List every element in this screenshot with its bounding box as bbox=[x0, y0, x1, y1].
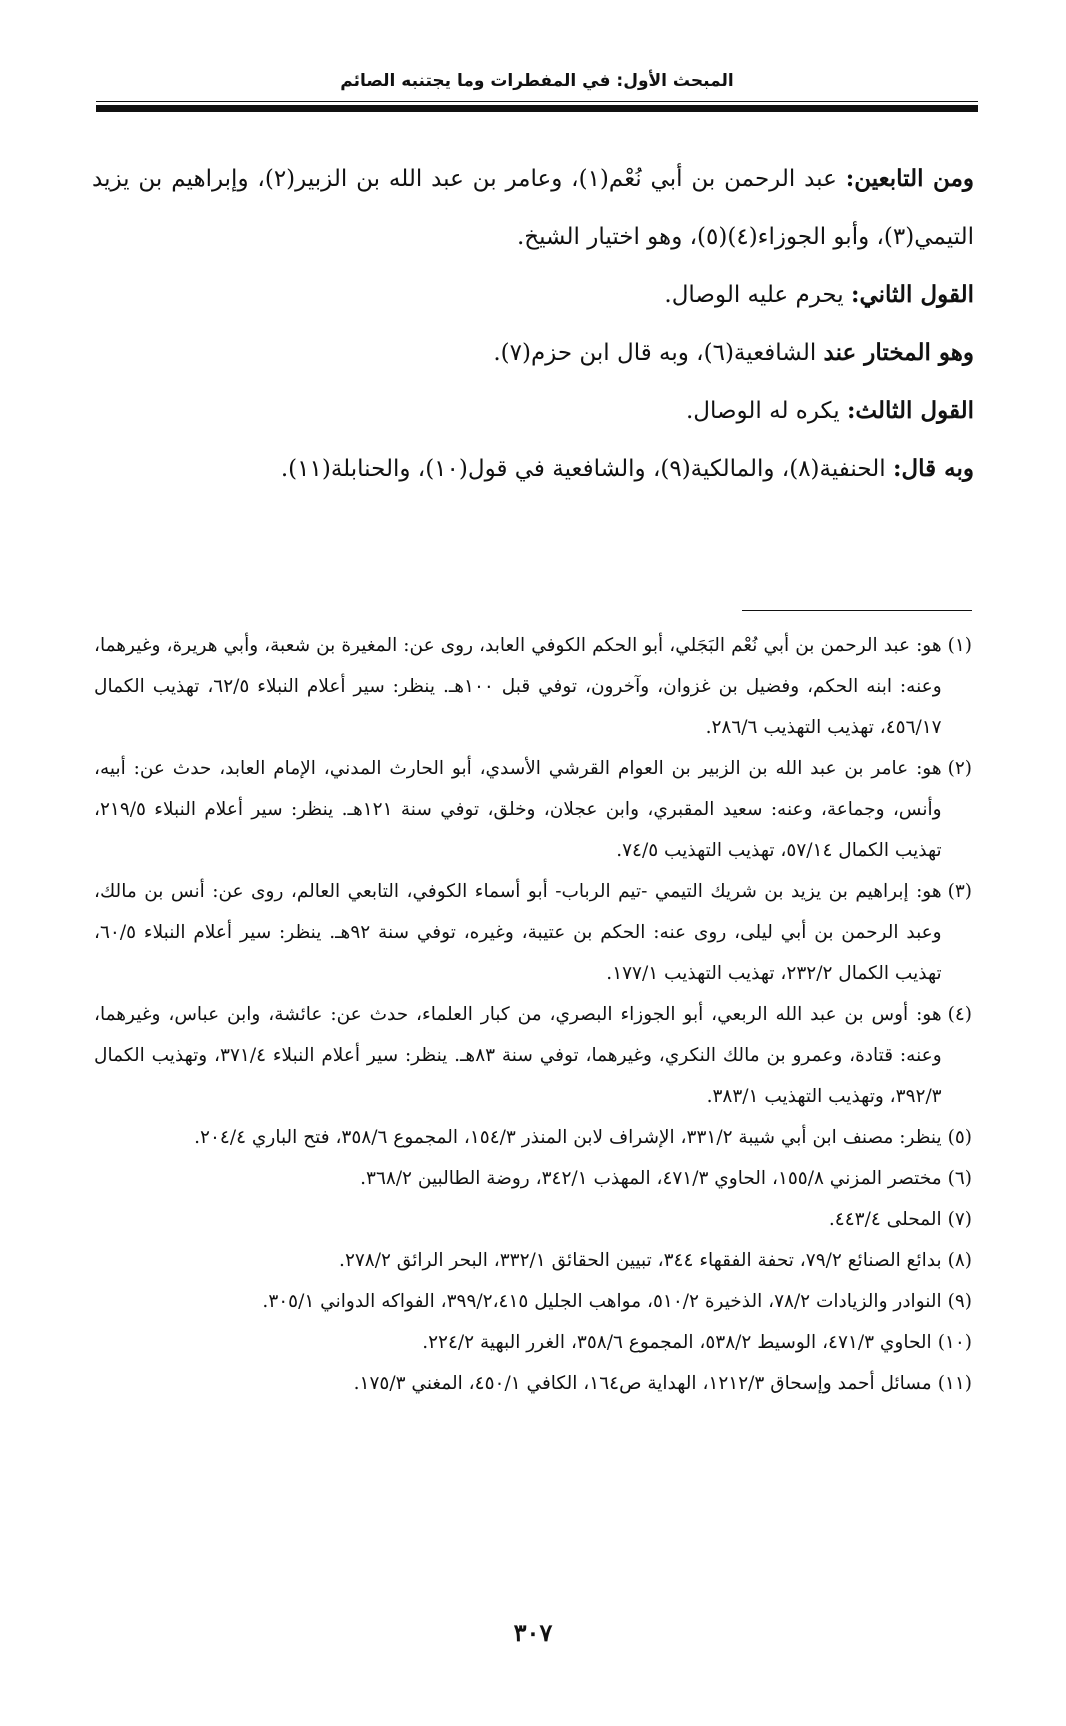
footnote bbox=[94, 1363, 972, 1404]
footnote bbox=[94, 1199, 972, 1240]
footnote-text: مسائل أحمد وإسحاق ١٢١٢/٣، الهداية ص١٦٤، الكافي ٤٥٠/١، المغني ١٧٥/٣. bbox=[353, 1373, 932, 1394]
footnote bbox=[94, 748, 972, 871]
paragraph-second-opinion bbox=[92, 266, 974, 324]
footnote bbox=[94, 1322, 972, 1363]
footnote-text: هو: عامر بن عبد الله بن الزبير بن العوام القرشي الأسدي، أبو الحارث المدني، الإمام العابد، حدث عن: أبيه، وأنس، وجماعة، وعنه: سعيد المقبري، وابن عجلان، وخلق، توفي سنة ١٢١هـ. ينظر: سير أعلام النبلاء ٢١٩/٥، تهذيب الكمال ٥٧/١٤، تهذيب التهذيب ٧٤/٥. bbox=[94, 758, 942, 861]
paragraph-text: يحرم عليه الوصال. bbox=[664, 282, 851, 308]
footnote-text: الحاوي ٤٧١/٣، الوسيط ٥٣٨/٢، المجموع ٣٥٨/٦، الغرر البهية ٢٢٤/٢. bbox=[422, 1332, 932, 1353]
footnote-number: (٤) bbox=[947, 1004, 972, 1025]
footnote-text: المحلى ٤٤٣/٤. bbox=[828, 1209, 942, 1230]
header-rule bbox=[96, 105, 978, 112]
footnote-text: هو: عبد الرحمن بن أبي نُعْم البَجَلي، أبو الحكم الكوفي العابد، روى عن: المغيرة بن شعبة، وأبي هريرة، وغيرهما، وعنه: ابنه الحكم، وفضيل بن غزوان، وآخرون، توفي قبل ١٠٠هـ. ينظر: سير أعلام النبلاء ٦٢/٥، تهذيب الكمال ٤٥٦/١٧، تهذيب التهذيب ٢٨٦/٦. bbox=[94, 635, 942, 738]
footnote-text: بدائع الصنائع ٧٩/٢، تحفة الفقهاء ٣٤٤، تبيين الحقائق ٣٣٢/١، البحر الرائق ٢٧٨/٢. bbox=[339, 1250, 942, 1271]
footnote-text: هو: أوس بن عبد الله الربعي، أبو الجوزاء البصري، من كبار العلماء، حدث عن: عائشة، وابن عباس، وغيرهما، وعنه: قتادة، وعمرو بن مالك النكري، وغيرهما، توفي سنة ٨٣هـ. ينظر: سير أعلام النبلاء ٣٧١/٤، وتهذيب الكمال ٣٩٢/٣، وتهذيب التهذيب ٣٨٣/١. bbox=[94, 1004, 942, 1107]
header-title: المبحث الأول: في المفطرات وما يجتنبه الصائم bbox=[340, 71, 734, 91]
footnote-separator bbox=[742, 610, 972, 611]
footnote-number: (١٠) bbox=[937, 1332, 972, 1353]
paragraph-text: الحنفية(٨)، والمالكية(٩)، والشافعية في قول(١٠)، والحنابلة(١١). bbox=[280, 456, 893, 482]
footnote-number: (٥) bbox=[947, 1127, 972, 1148]
footnote bbox=[94, 994, 972, 1117]
footnote-number: (٢) bbox=[947, 758, 972, 779]
footnote-text: النوادر والزيادات ٧٨/٢، الذخيرة ٥١٠/٢، مواهب الجليل ٣٩٩/٢،٤١٥، الفواكه الدواني ٣٠٥/١. bbox=[262, 1291, 942, 1312]
footnote bbox=[94, 625, 972, 748]
footnote-number: (١١) bbox=[937, 1373, 972, 1394]
paragraph-lead: وهو المختار عند bbox=[823, 339, 974, 366]
footnote-number: (١) bbox=[947, 635, 972, 656]
paragraph-lead: القول الثاني: bbox=[850, 281, 974, 308]
footnote-number: (٣) bbox=[947, 881, 972, 902]
footnote-text: مختصر المزني ١٥٥/٨، الحاوي ٤٧١/٣، المهذب ٣٤٢/١، روضة الطالبين ٣٦٨/٢. bbox=[360, 1168, 942, 1189]
paragraph-text: الشافعية(٦)، وبه قال ابن حزم(٧). bbox=[493, 340, 824, 366]
footnote-number: (٩) bbox=[947, 1291, 972, 1312]
paragraph-lead: ومن التابعين: bbox=[845, 165, 974, 192]
footnote bbox=[94, 871, 972, 994]
footnote bbox=[94, 1281, 972, 1322]
footnotes bbox=[94, 625, 972, 1404]
paragraph-shafii bbox=[92, 324, 974, 382]
footnote bbox=[94, 1158, 972, 1199]
running-header bbox=[96, 66, 978, 112]
footnote bbox=[94, 1117, 972, 1158]
paragraph-proponents bbox=[92, 440, 974, 498]
footnote-number: (٧) bbox=[947, 1209, 972, 1230]
header-rule-thin bbox=[96, 101, 978, 102]
page-number: ٣٠٧ bbox=[513, 1618, 553, 1647]
paragraph-text: عبد الرحمن بن أبي نُعْم(١)، وعامر بن عبد الله بن الزبير(٢)، وإبراهيم بن يزيد التيمي(٣)، وأبو الجوزاء(٤)(٥)، وهو اختيار الشيخ. bbox=[92, 166, 974, 250]
paragraph-tabieen bbox=[92, 150, 974, 266]
footnote-text: ينظر: مصنف ابن أبي شيبة ٣٣١/٢، الإشراف لابن المنذر ١٥٤/٣، المجموع ٣٥٨/٦، فتح الباري ٢٠٤/٤. bbox=[194, 1127, 942, 1148]
paragraph-text: يكره له الوصال. bbox=[685, 398, 847, 424]
footnote bbox=[94, 1240, 972, 1281]
main-text bbox=[92, 150, 974, 498]
paragraph-lead: وبه قال: bbox=[892, 455, 974, 482]
paragraph-third-opinion bbox=[92, 382, 974, 440]
footnote-text: هو: إبراهيم بن يزيد بن شريك التيمي -تيم الرباب- أبو أسماء الكوفي، التابعي العالم، روى عن: أنس بن مالك، وعبد الرحمن بن أبي ليلى، روى عنه: الحكم بن عتيبة، وغيره، توفي سنة ٩٢هـ. ينظر: سير أعلام النبلاء ٦٠/٥، تهذيب الكمال ٢٣٢/٢، تهذيب التهذيب ١٧٧/١. bbox=[94, 881, 942, 984]
paragraph-lead: القول الثالث: bbox=[846, 397, 974, 424]
footnote-number: (٦) bbox=[947, 1168, 972, 1189]
footnote-number: (٨) bbox=[947, 1250, 972, 1271]
